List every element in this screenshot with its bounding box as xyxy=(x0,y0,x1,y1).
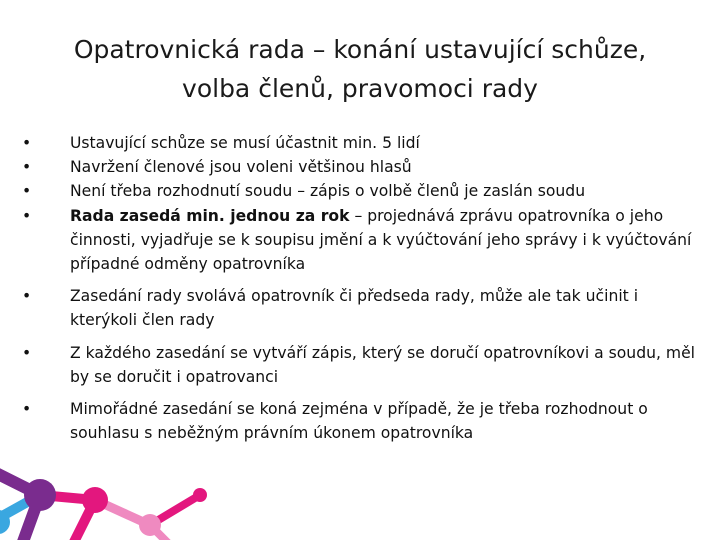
bullet-list xyxy=(22,131,702,445)
bullet-item xyxy=(22,155,702,179)
bullet-item xyxy=(22,179,702,203)
bullet-text: Mimořádné zasedání se koná zejména v případě, že je třeba rozhodnout o souhlasu s neběžným právním úkonem opatrovníka xyxy=(70,400,648,443)
bullet-icon: • xyxy=(22,400,32,419)
slide-title xyxy=(40,30,680,108)
bullet-item xyxy=(22,204,702,277)
decoration-node xyxy=(82,487,108,513)
bullet-text: Zasedání rady svolává opatrovník či předseda rady, může ale tak učinit i kterýkoli člen rady xyxy=(70,287,639,330)
bullet-text: Není třeba rozhodnutí soudu – zápis o volbě členů je zaslán soudu xyxy=(70,182,586,201)
bullet-text: Navržení členové jsou voleni většinou hlasů xyxy=(70,158,412,177)
bullet-icon: • xyxy=(22,206,32,225)
bullet-item xyxy=(22,131,702,155)
title-line-2: volba členů, pravomoci rady xyxy=(182,74,538,103)
bullet-icon: • xyxy=(22,134,32,152)
bullet-item xyxy=(22,284,702,332)
bullet-text: Ustavující schůze se musí účastnit min. 5 lidí xyxy=(70,134,420,152)
decoration-node xyxy=(24,479,56,511)
bullet-bold-text: Rada zasedá min. jednou za rok xyxy=(70,206,350,225)
bullet-icon: • xyxy=(22,182,32,201)
bullet-icon: • xyxy=(22,343,32,362)
title-line-1: Opatrovnická rada – konání ustavující schůze, xyxy=(73,35,647,64)
decoration-node xyxy=(193,488,207,502)
bullet-item xyxy=(22,397,702,445)
bullet-text: Z každého zasedání se vytváří zápis, který se doručí opatrovníkovi a soudu, měl by se doručit i opatrovanci xyxy=(70,343,696,386)
bullet-icon: • xyxy=(22,158,32,177)
decoration-node xyxy=(139,514,161,536)
bullet-icon: • xyxy=(22,287,32,306)
bullet-item xyxy=(22,341,702,389)
bullet-text: – projednává zprávu opatrovníka o jeho činnosti, vyjadřuje se k soupisu jmění a k vyúčtování jeho správy i k vyúčtování případné odměny opatrovníka xyxy=(70,206,692,274)
